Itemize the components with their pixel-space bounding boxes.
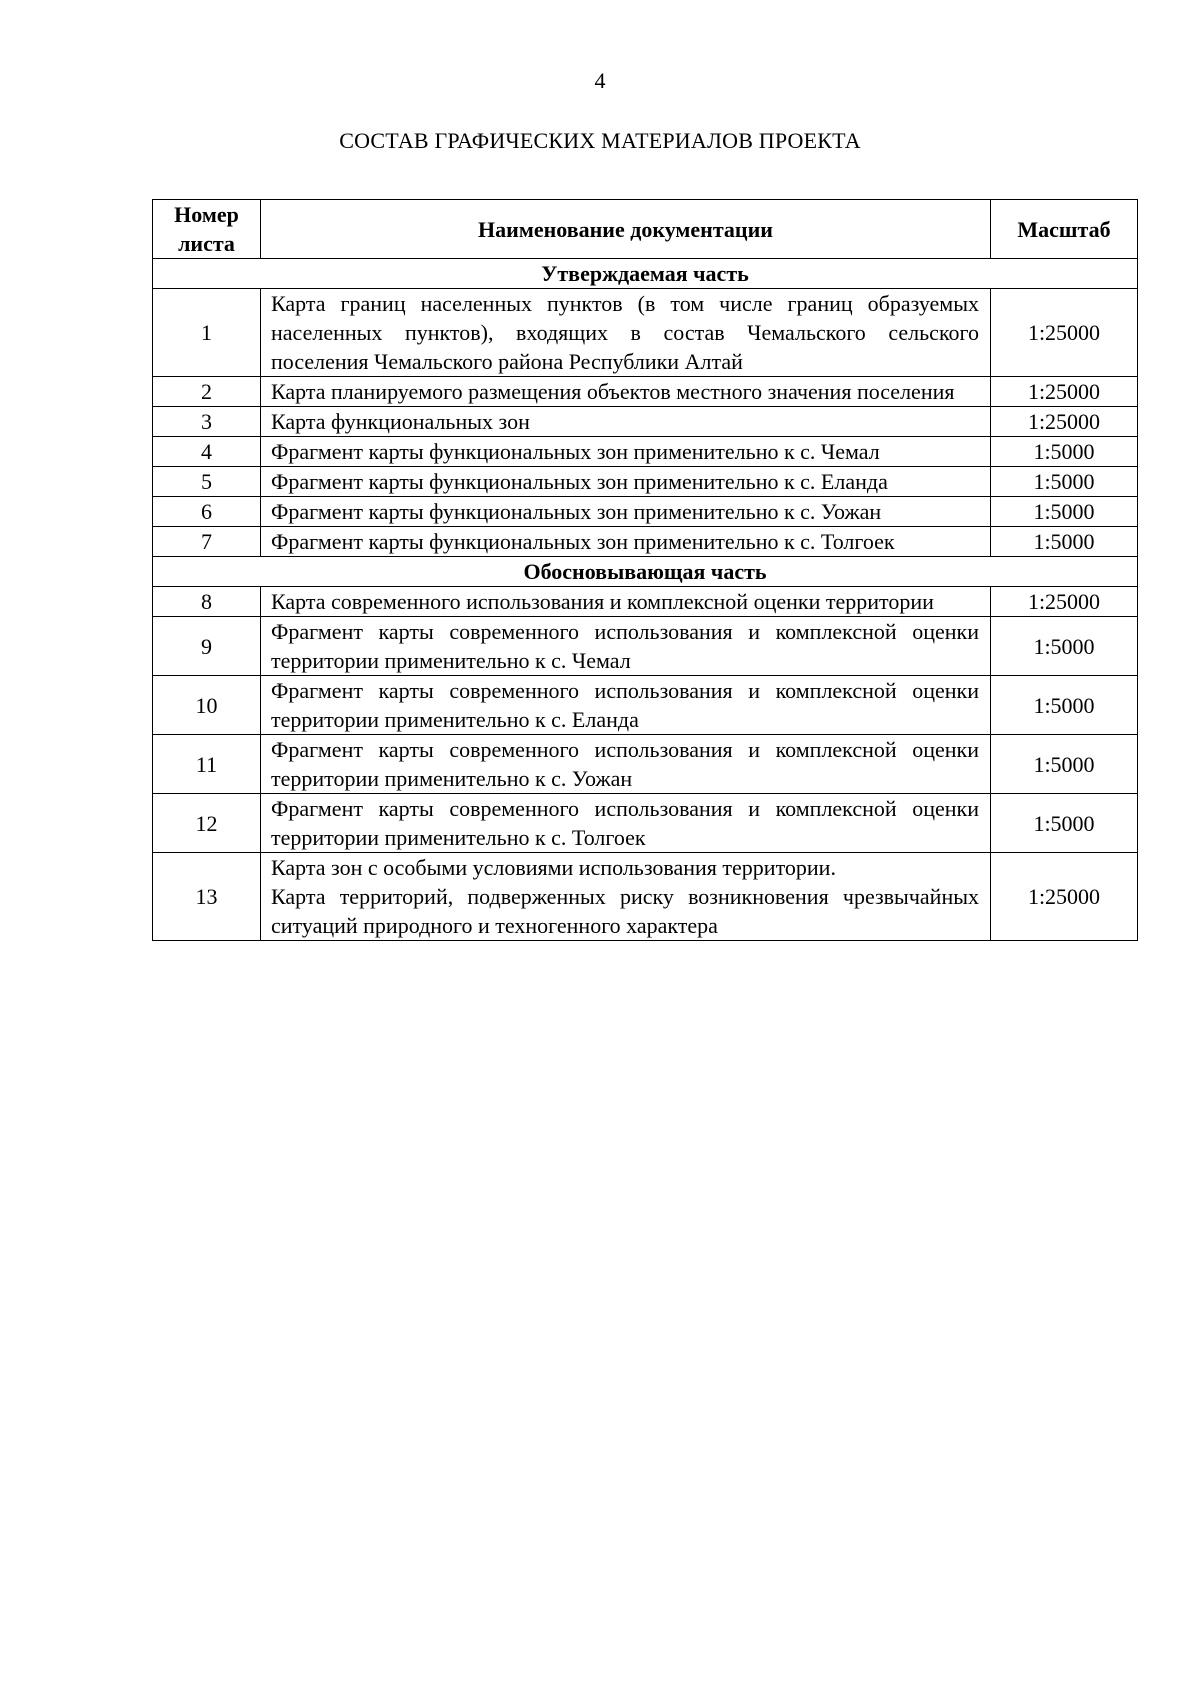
header-document-name: Наименование документации [261, 200, 991, 259]
sheet-number-cell: 6 [153, 497, 261, 527]
document-name-cell: Карта функциональных зон [261, 407, 991, 437]
header-scale: Масштаб [991, 200, 1138, 259]
section-label: Утверждаемая часть [153, 259, 1138, 289]
document-name-cell: Фрагмент карты современного использования и комплексной оценки территории применительно к с. Еланда [261, 676, 991, 735]
sheet-number-cell: 7 [153, 527, 261, 557]
table-row [153, 735, 1138, 794]
table-row [153, 437, 1138, 467]
sheet-number-cell: 1 [153, 289, 261, 377]
sheet-number-cell: 9 [153, 617, 261, 676]
scale-cell: 1:25000 [991, 407, 1138, 437]
sheet-number-cell: 13 [153, 853, 261, 941]
document-name-paragraph: Карта территорий, подверженных риску возникновения чрезвычайных ситуаций природного и техногенного характера [271, 884, 979, 938]
table-row [153, 794, 1138, 853]
sheet-number-cell: 12 [153, 794, 261, 853]
document-name-cell [261, 853, 991, 941]
scale-cell: 1:25000 [991, 377, 1138, 407]
table-row [153, 527, 1138, 557]
table-row [153, 853, 1138, 941]
sheet-number-cell: 11 [153, 735, 261, 794]
document-name-cell: Карта границ населенных пунктов (в том числе границ образуемых населенных пунктов), входящих в состав Чемальского сельского поселения Чемальского района Республики Алтай [261, 289, 991, 377]
sheet-number-cell: 4 [153, 437, 261, 467]
document-name-cell: Фрагмент карты функциональных зон применительно к с. Уожан [261, 497, 991, 527]
sheet-number-cell: 3 [153, 407, 261, 437]
sheet-number-cell: 2 [153, 377, 261, 407]
section-row [153, 557, 1138, 587]
table-row [153, 497, 1138, 527]
document-name-cell: Карта современного использования и комплексной оценки территории [261, 587, 991, 617]
scale-cell: 1:5000 [991, 437, 1138, 467]
table-header-row [153, 200, 1138, 259]
table-row [153, 407, 1138, 437]
scale-cell: 1:5000 [991, 735, 1138, 794]
table-row [153, 289, 1138, 377]
table-row [153, 617, 1138, 676]
document-name-paragraph: Карта зон с особыми условиями использования территории. [271, 855, 836, 880]
document-name-cell: Карта планируемого размещения объектов местного значения поселения [261, 377, 991, 407]
sheet-number-cell: 5 [153, 467, 261, 497]
table-row [153, 676, 1138, 735]
document-name-cell: Фрагмент карты функциональных зон применительно к с. Чемал [261, 437, 991, 467]
scale-cell: 1:5000 [991, 497, 1138, 527]
section-row [153, 259, 1138, 289]
header-sheet-number: Номер листа [153, 200, 261, 259]
sheet-number-cell: 10 [153, 676, 261, 735]
document-title: СОСТАВ ГРАФИЧЕСКИХ МАТЕРИАЛОВ ПРОЕКТА [339, 128, 861, 153]
scale-cell: 1:5000 [991, 794, 1138, 853]
document-name-cell: Фрагмент карты функциональных зон применительно к с. Толгоек [261, 527, 991, 557]
sheet-number-cell: 8 [153, 587, 261, 617]
scale-cell: 1:25000 [991, 853, 1138, 941]
scale-cell: 1:25000 [991, 289, 1138, 377]
page-number: 4 [594, 68, 606, 93]
document-name-cell: Фрагмент карты современного использования и комплексной оценки территории применительно к с. Толгоек [261, 794, 991, 853]
section-label: Обосновывающая часть [153, 557, 1138, 587]
document-name-cell: Фрагмент карты современного использования и комплексной оценки территории применительно к с. Уожан [261, 735, 991, 794]
scale-cell: 1:5000 [991, 527, 1138, 557]
scale-cell: 1:5000 [991, 467, 1138, 497]
document-name-cell: Фрагмент карты современного использования и комплексной оценки территории применительно к с. Чемал [261, 617, 991, 676]
scale-cell: 1:5000 [991, 676, 1138, 735]
graphic-materials-table [152, 199, 1138, 941]
scale-cell: 1:5000 [991, 617, 1138, 676]
table-row [153, 377, 1138, 407]
table-row [153, 467, 1138, 497]
table-row [153, 587, 1138, 617]
document-name-cell: Фрагмент карты функциональных зон применительно к с. Еланда [261, 467, 991, 497]
scale-cell: 1:25000 [991, 587, 1138, 617]
